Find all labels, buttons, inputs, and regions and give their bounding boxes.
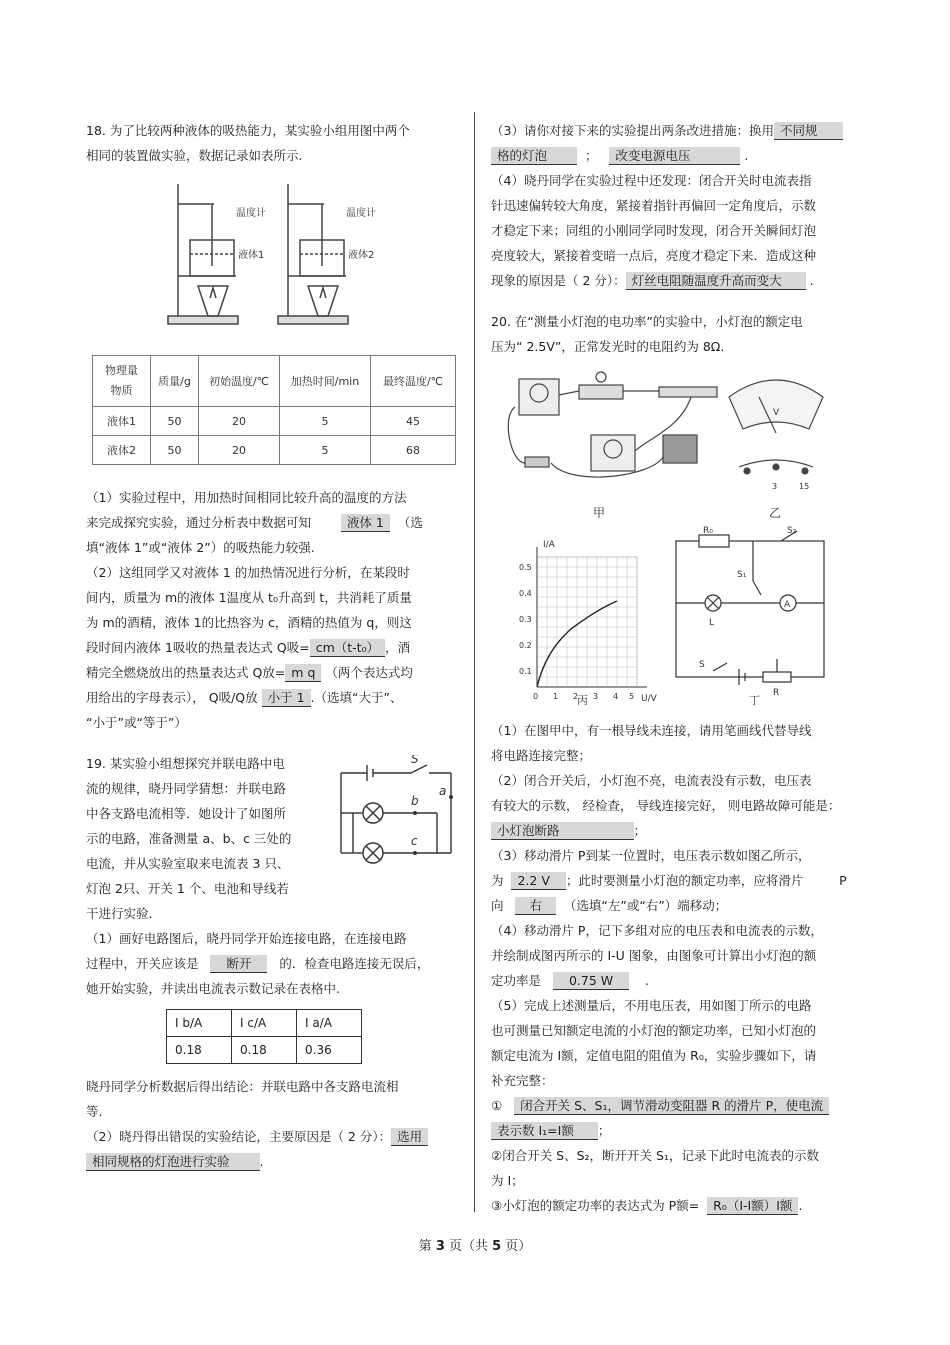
q18-part2-line2: 间内，质量为 m的液体 1温度从 t₀升高到 t，共消耗了质量 [86,590,412,605]
parallel-circuit-figure [333,755,458,873]
text: . [259,1154,264,1169]
answer-blank: 不同规 [774,122,844,140]
voltmeter-v-label: V [773,408,780,418]
text: ； [584,148,598,163]
q19-part4-line5 [491,268,863,293]
q20-part5-line4: 补充完整： [491,1073,554,1088]
liquid-1-label: 液体1 [238,250,265,261]
q19-line7: 干进行实验. [86,906,153,921]
table-cell: 0.18 [232,1037,297,1064]
q20-line2: 压为“ 2.5V”，正常发光时的电阻约为 8Ω. [491,339,725,354]
q20-line1: 20. 在“测量小灯泡的电功率”的实验中，小灯泡的额定电 [491,314,803,329]
table-cell: 0.36 [297,1037,362,1064]
answer-blank: 0.75 W [553,972,629,990]
table-cell: 20 [199,407,280,436]
q18-part1-line1: （1）实验过程中，用加热时间相同比较升高的温度的方法 [86,490,407,505]
text: 来完成探究实验，通过分析表中数据可知 [86,515,312,530]
left-column [86,118,458,1174]
q20-part3-line3 [491,893,863,918]
experiment-figures [491,367,863,707]
answer-blank: 闭合开关 S、S₁，调节滑动变阻器 R 的滑片 P，使电流 [514,1097,829,1115]
xtick: 4 [613,692,619,701]
table-row [167,1037,362,1064]
q19-line1: 19. 某实验小组想探究并联电路中电 [86,756,285,771]
footer-text: 页） [501,1239,532,1254]
text: （选 [397,515,423,530]
q20-part4-line1: （4）移动滑片 P，记下多组对应的电压表和电流表的示数， [491,923,823,938]
total-pages: 5 [492,1239,502,1254]
q20-part3-line1: （3）移动滑片 P到某一位置时，电压表示数如图乙所示， [491,848,811,863]
s2-label: S₂ [787,526,797,536]
q20-step1-line1 [491,1093,863,1118]
lamp-l-label: L [709,618,715,628]
table-cell: 50 [151,407,199,436]
liquid-2-label: 液体2 [348,250,375,261]
text: （2）晓丹得出错误的实验结论，主要原因是（ 2 分）： [86,1129,392,1144]
q19-part4-line4: 亮度较大，紧接着变暗一点后，亮度才稳定下来．造成这种 [491,248,817,263]
q19-conclusion-2: 等. [86,1104,103,1119]
ytick: 0.1 [519,667,532,676]
text: P [839,873,847,888]
page-footer [0,1235,950,1254]
q20-step2-line2: 为 I； [491,1173,524,1188]
q19-part1-line1: （1）画好电路图后，晓丹同学开始连接电路，在连接电路 [86,931,407,946]
answer-blank: 灯丝电阻随温度升高而变大 [626,272,806,290]
ammeter-label: A [784,600,791,610]
header-cell: 最终温度/℃ [371,356,456,407]
figure-ding-label: 丁 [749,694,760,707]
answer-blank: cm（t-t₀） [310,639,385,657]
answer-blank: 液体 1 [341,514,390,532]
text: ；此时要测量小灯泡的额定功率，应将滑片 [565,873,804,888]
q19-part4-line3: 才稳定下来；同组的小刚同学同时发现，闭合开关瞬间灯泡 [491,223,817,238]
ytick: 0.4 [519,589,532,598]
q20-part2-line1: （2）闭合开关后，小灯泡不亮，电流表没有示数，电压表 [491,773,812,788]
apparatus-jia [508,372,717,477]
table-cell: 液体1 [93,407,151,436]
table-header-row [93,356,456,407]
header-cell: 物理量 物质 [93,356,151,407]
q20-step3 [491,1193,863,1218]
q20-part2-line3 [491,818,863,843]
answer-blank: 格的灯泡 [491,147,577,165]
text: （两个表达式均 [325,665,413,680]
q19-part2-line2 [86,1149,458,1174]
figure-yi-label: 乙 [769,506,782,520]
q19-part4-line1: （4）晓丹同学在实验过程中还发现：闭合开关时电流表指 [491,173,812,188]
q20-part5-line1: （5）完成上述测量后，不用电压表，用如图丁所示的电路 [491,998,812,1013]
answer-blank: R₀（I-I额）I额 [707,1197,798,1215]
table-header-row [167,1010,362,1037]
graph-xlabel: U/V [641,694,657,704]
text: 段时间内液体 1吸收的热量表达式 Q吸= [86,640,310,655]
answer-blank: 选用 [391,1128,428,1146]
text: . [744,148,749,163]
text: （3）请你对接下来的实验提出两条改进措施：换用 [491,123,774,138]
junction-a [449,795,453,799]
text: 为 [491,873,504,888]
table-cell: 50 [151,436,199,465]
table-row [93,436,456,465]
text: （选填“左”或“右”）端移动； [563,898,728,913]
xtick: 5 [629,692,635,701]
q18-part2-line6 [86,685,458,710]
table-row [93,407,456,436]
text: ① [491,1098,503,1113]
q20-part2-line2: 有较大的示数， 经检查， 导线连接完好， 则电路故障可能是： [491,798,841,813]
q19-line4: 示的电路，准备测量 a、b、c 三处的 [86,831,292,846]
q20-part4-line3 [491,968,863,993]
q20-part4-line2: 并绘制成图丙所示的 I-U 图象，由图象可计算出小灯泡的额 [491,948,817,963]
column-divider [474,112,475,1212]
point-c-label: c [411,834,418,848]
xtick: 2 [573,692,579,701]
header-cell: 加热时间/min [280,356,371,407]
switch-s-label: S [699,660,705,670]
footer-text: 页（共 [444,1239,493,1254]
table-cell: 0.18 [167,1037,232,1064]
q18-part2-line3: 为 m的酒精，液体 1的比热容为 c，酒精的热值为 q，则这 [86,615,412,630]
text: 精完全燃烧放出的热量表达式 Q放= [86,665,286,680]
q20-step1-line2 [491,1118,863,1143]
text: 定功率是 [491,973,542,988]
q19-line3: 中各支路电流相等．她设计了如图所 [86,806,287,821]
q18-intro-2: 相同的装置做实验，数据记录如表所示. [86,148,303,163]
text: 向 [491,898,504,913]
q20-part5-line2: 也可测量已知额定电流的小灯泡的额定功率，已知小灯泡的 [491,1023,817,1038]
answer-blank: 表示数 I₁=I额 [491,1122,598,1140]
q19-part3-line2 [491,143,863,168]
figure-bing-label: 丙 [577,694,588,707]
apparatus-1 [168,184,238,324]
header-cell: 初始温度/℃ [199,356,280,407]
right-column [491,118,863,1218]
q18-part2-line7: “小于”或“等于”） [86,715,187,730]
text: 过程中，开关应该是 [86,956,199,971]
ytick: 0.3 [519,615,532,624]
iu-graph [537,547,647,687]
q19-part1-line2 [86,951,458,976]
graph-ylabel: I/A [543,540,555,550]
text: . [809,273,814,288]
q19-part3-line1 [491,118,863,143]
q19-part1-line3: 她开始实验，并读出电流表示数记录在表格中. [86,981,340,996]
switch-label: S [411,755,419,766]
xtick: 3 [593,692,599,701]
q20-part3-line2 [491,868,863,893]
q19-line2: 流的规律，晓丹同学猜想：并联电路 [86,781,287,796]
table-cell: 45 [371,407,456,436]
point-a-label: a [439,784,447,798]
answer-blank: m q [285,664,321,682]
answer-blank: 相同规格的灯泡进行实验 [86,1153,260,1171]
page-number: 3 [435,1239,445,1254]
thermometer-label-1: 温度计 [236,208,266,219]
text: .（选填“大于”、 [310,690,403,705]
current-table [166,1009,362,1064]
text: ； [597,1123,611,1138]
q19-line5: 电流，并从实验室取来电流表 3 只、 [86,856,290,871]
text: 现象的原因是（ 2 分）： [491,273,626,288]
q20-part5-line3: 额定电流为 I额，定值电阻的阻值为 R₀，实验步骤如下，请 [491,1048,817,1063]
text: 用给出的字母表示）， Q吸/Q放 [86,690,258,705]
junction-c [413,851,417,855]
q20-part1-line1: （1）在图甲中，有一根导线未连接，请用笔画线代替导线 [491,723,812,738]
q19-line6: 灯泡 2只、开关 1 个、电池和导线若 [86,881,289,896]
answer-blank: 改变电源电压 [609,147,740,165]
figure-jia-label: 甲 [593,506,606,520]
text: . [798,1198,803,1213]
table-cell: 68 [371,436,456,465]
q19-part4-line2: 针迅速偏转较大角度，紧接着指针再偏回一定角度后，示数 [491,198,817,213]
s1-label: S₁ [737,570,747,580]
answer-blank: 2.2 V [511,872,565,890]
ytick: 0.5 [519,563,532,572]
table-cell: 液体2 [93,436,151,465]
q20-part1-line2: 将电路连接完整； [491,748,592,763]
answer-blank: 断开 [210,955,267,973]
q18-intro-1: 18. 为了比较两种液体的吸热能力，某实验小组用图中两个 [86,123,410,138]
apparatus-2 [278,184,348,324]
text: 的．检查电路连接无误后， [279,956,430,971]
xtick: 1 [553,692,559,701]
terminal-15-label: 15 [799,482,810,491]
q18-part2-line1: （2）这组同学又对液体 1 的加热情况进行分析，在某段时 [86,565,410,580]
header-cell: 质量/g [151,356,199,407]
text: ； [633,823,647,838]
r0-label: R₀ [703,526,713,536]
thermometer-label-2: 温度计 [346,208,376,219]
junction-b [413,811,417,815]
ytick: 0.2 [519,641,532,650]
table-cell: 5 [280,407,371,436]
liquid-data-table [92,355,456,465]
terminal-3-label: 3 [772,482,778,491]
answer-blank: 小灯泡断路 [491,822,634,840]
header-cell: I b/A [167,1010,232,1037]
header-cell: I c/A [232,1010,297,1037]
header-cell: I a/A [297,1010,362,1037]
heating-apparatus-figure [86,176,458,336]
answer-blank: 小于 1 [262,689,311,707]
table-cell: 20 [199,436,280,465]
answer-blank: 右 [515,897,556,915]
q19-conclusion-1: 晓丹同学分析数据后得出结论：并联电路中各支路电流相 [86,1079,399,1094]
voltmeter-yi [729,380,823,474]
footer-text: 第 [418,1239,436,1254]
text: ③小灯泡的额定功率的表达式为 P额= [491,1198,700,1213]
q18-part1-line3: 填“液体 1”或“液体 2”）的吸热能力较强. [86,540,315,555]
q18-part2-line5 [86,660,458,685]
rheostat-r-label: R [773,688,780,698]
text: . [645,973,649,988]
q18-part2-line4 [86,635,458,660]
xtick: 0 [533,692,539,701]
q18-part1-line2 [86,510,458,535]
q20-step2-line1: ②闭合开关 S、S₂，断开开关 S₁，记录下此时电流表的示数 [491,1148,819,1163]
point-b-label: b [411,794,419,808]
text: ，酒 [385,640,411,655]
table-cell: 5 [280,436,371,465]
q19-part2-line1 [86,1124,458,1149]
